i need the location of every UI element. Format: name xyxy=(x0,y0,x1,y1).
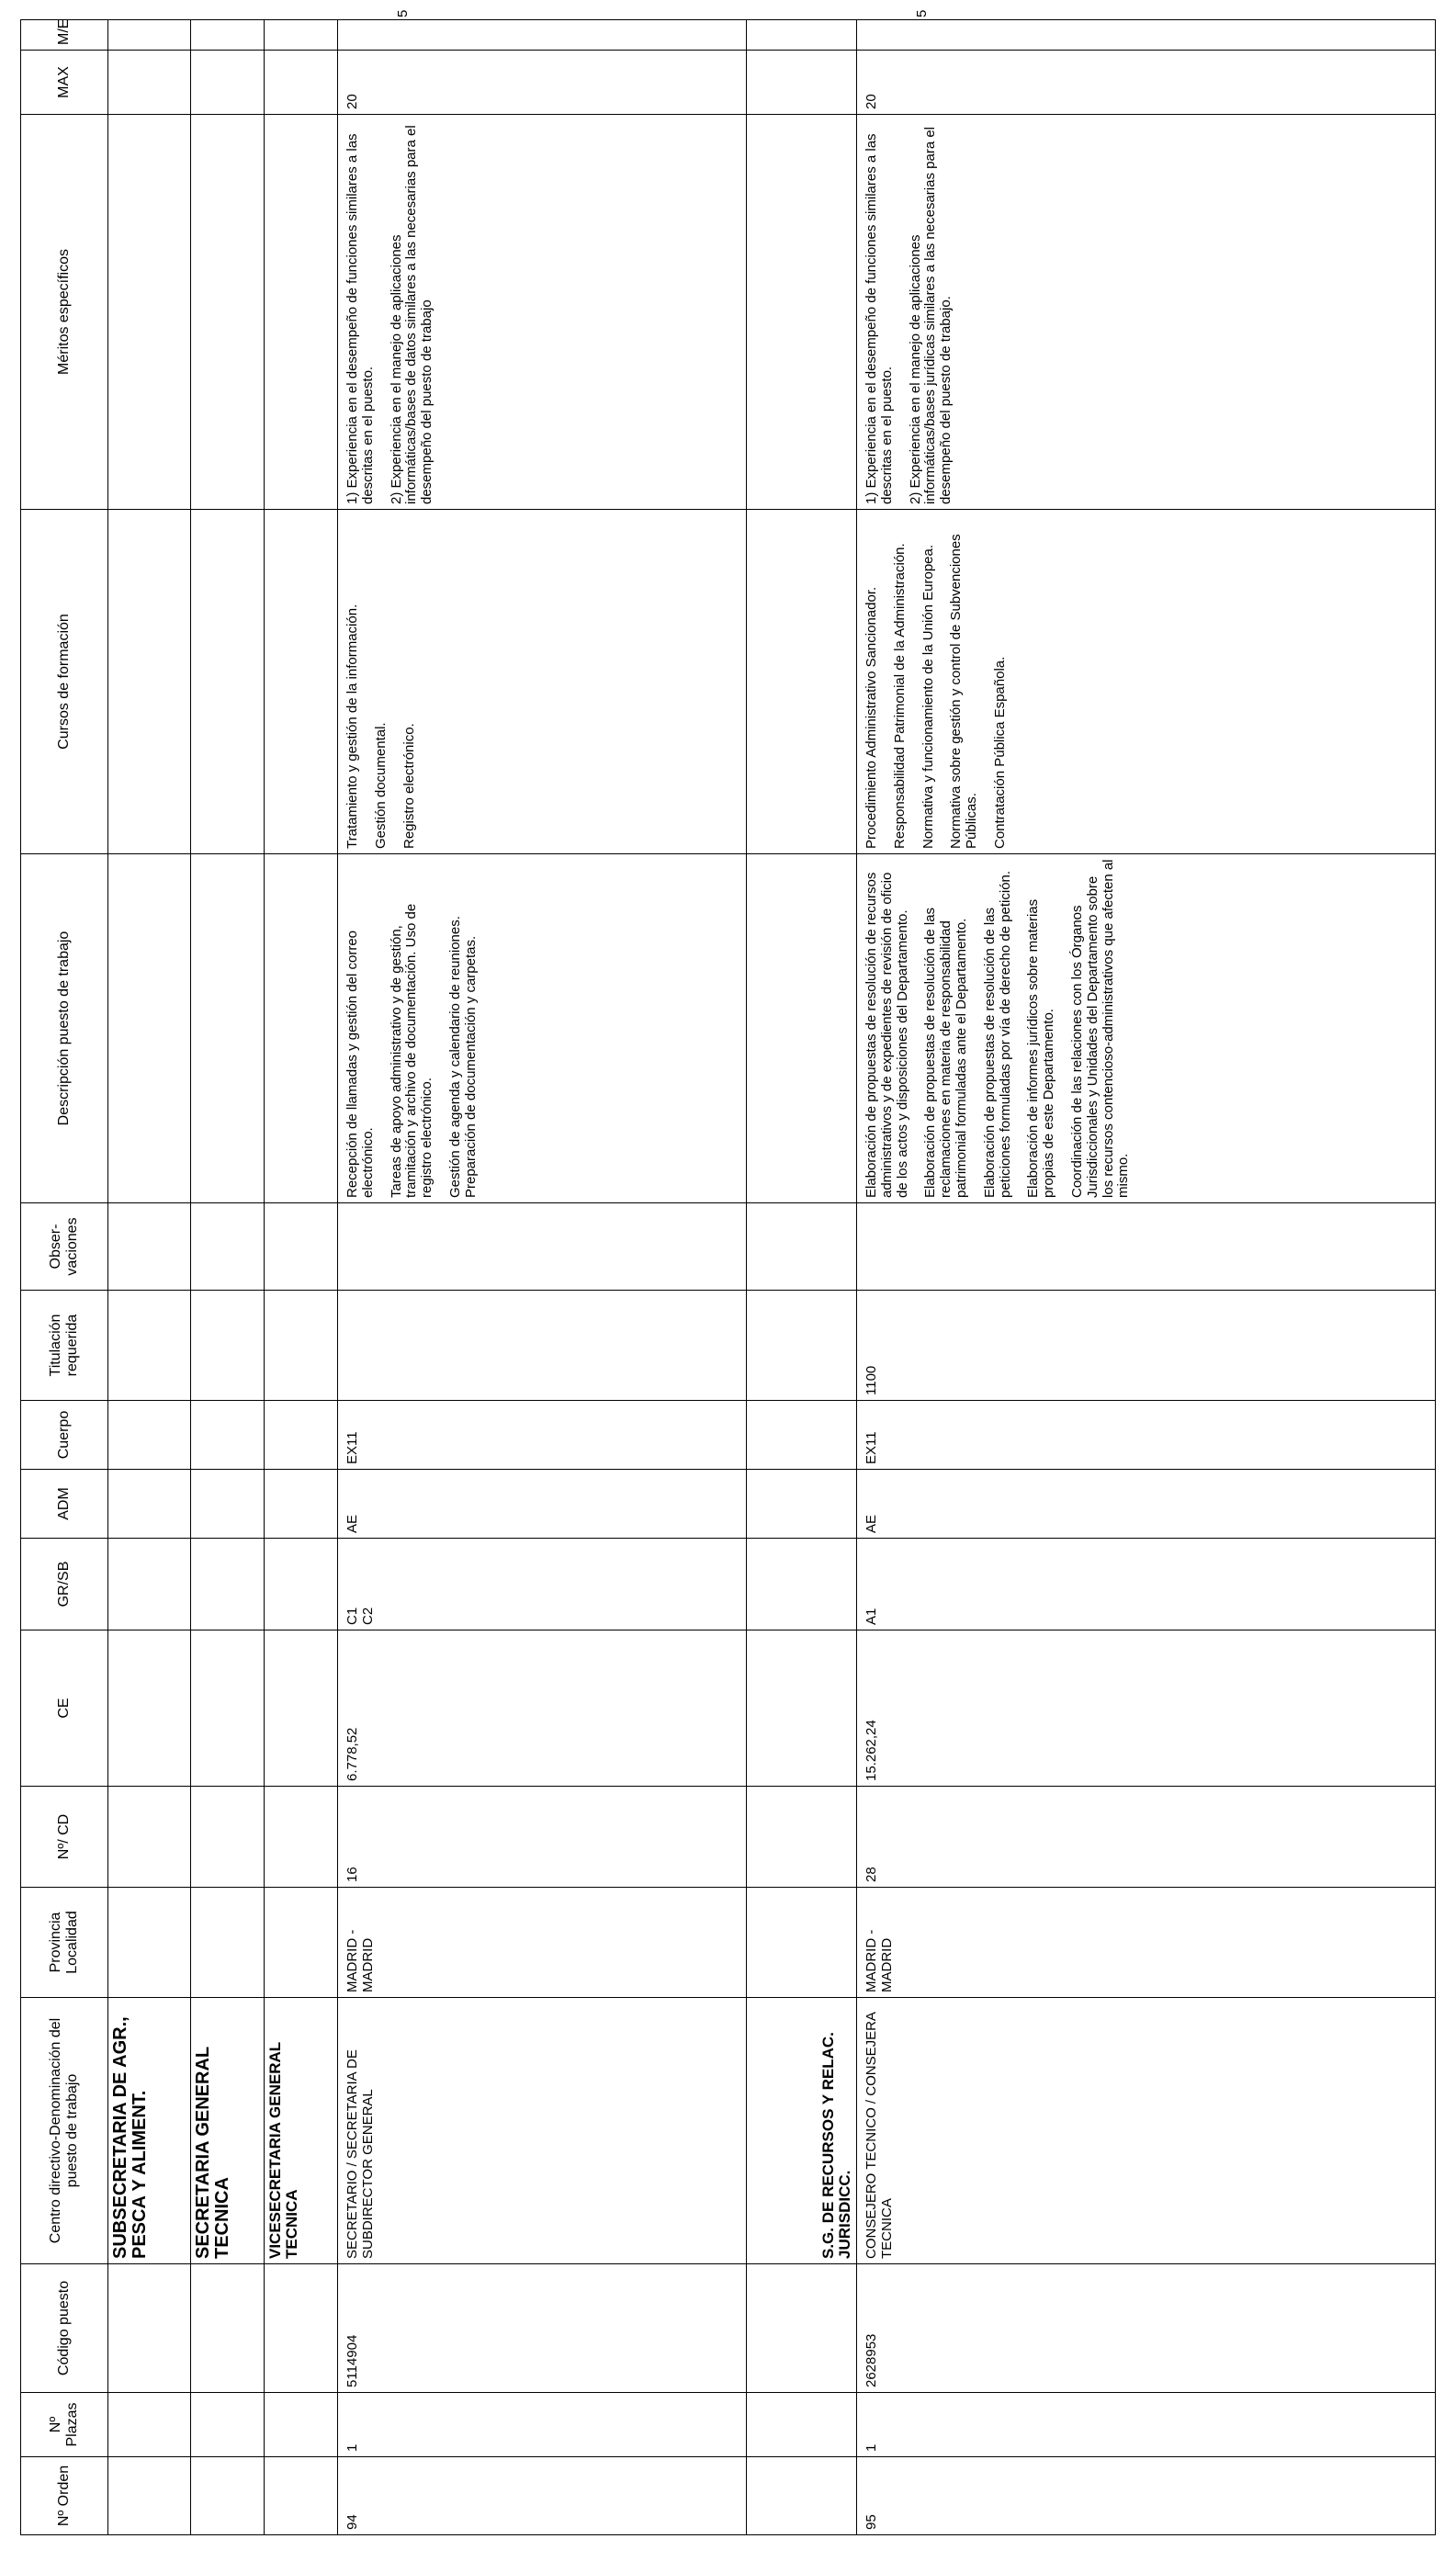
ce-cell: 6.778,52 xyxy=(338,1630,747,1787)
titulacion-cell: 1100 xyxy=(857,1291,1436,1401)
section-row xyxy=(265,20,338,2535)
merito-item: 2) Experiencia en el manejo de aplicaciones informáticas/bases de datos similares a las necesarias para el desempeño del puesto de trabajo xyxy=(388,125,435,504)
section-title: S.G. DE RECURSOS Y RELAC. JURISDICC. xyxy=(747,1998,857,2264)
plazas-cell: 1 xyxy=(857,2393,1436,2457)
header-cuerpo: Cuerpo xyxy=(21,1401,108,1470)
header-nivel: Nº/ CD xyxy=(21,1787,108,1888)
header-grsb: GR/SB xyxy=(21,1539,108,1630)
descripcion-paragraph: Elaboración de propuestas de resolución de las reclamaciones en materia de responsabilidad patrimonial formuladas ante el Departamento. xyxy=(922,907,969,1198)
denominacion-cell: SECRETARIO / SECRETARIA DE SUBDIRECTOR GENERAL xyxy=(338,1998,747,2264)
descripcion-paragraph: Elaboración de informes jurídicos sobre materias propias de este Departamento. xyxy=(1025,898,1057,1198)
header-row xyxy=(21,20,108,2535)
header-ce: CE xyxy=(21,1630,108,1787)
header-observaciones: Obser-vaciones xyxy=(21,1203,108,1291)
denominacion-cell: CONSEJERO TECNICO / CONSEJERA TECNICA xyxy=(857,1998,1436,2264)
header-cursos: Cursos de formación xyxy=(21,510,108,854)
max-cell xyxy=(338,9,747,115)
curso-item: Normativa y funcionamiento de la Unión Europea. xyxy=(920,544,936,849)
meritos-cell xyxy=(857,115,1436,510)
puestos-table xyxy=(20,9,1436,2535)
grsb-cell xyxy=(338,1539,747,1630)
table-row xyxy=(338,20,747,2535)
titulacion-cell xyxy=(338,1291,747,1401)
curso-item: Contratación Pública Española. xyxy=(991,656,1008,849)
section-title: VICESECRETARIA GENERAL TECNICA xyxy=(265,1998,338,2264)
cuerpo-cell: EX11 xyxy=(857,1401,1436,1470)
descripcion-paragraph: Coordinación de las relaciones con los Órganos Jurisdiccionales y Unidades del Departamento sobre los recursos contencioso-administrativos que afecten al mismo. xyxy=(1068,859,1132,1198)
merito-item: 1) Experiencia en el desempeño de funciones similares a las descritas en el puesto. xyxy=(344,133,376,504)
header-provincia: Provincia Localidad xyxy=(21,1888,108,1998)
adm-cell: AE xyxy=(857,1470,1436,1539)
orden-cell: 94 xyxy=(338,2457,747,2535)
table-row xyxy=(857,20,1436,2535)
grsb-cell xyxy=(857,1539,1436,1630)
max-cell xyxy=(857,9,1436,115)
header-meritos: Méritos específicos xyxy=(21,115,108,510)
section-title: SECRETARIA GENERAL TECNICA xyxy=(191,1998,265,2264)
max-value: 20 xyxy=(344,94,360,109)
section-row xyxy=(191,20,265,2535)
provincia-cell: MADRID - MADRID xyxy=(857,1888,1436,1998)
codigo-cell: 5114904 xyxy=(338,2264,747,2393)
cuerpo-cell: EX11 xyxy=(338,1401,747,1470)
curso-item: Procedimiento Administrativo Sancionador. xyxy=(863,586,879,849)
merito-item: 2) Experiencia en el manejo de aplicaciones informáticas/bases jurídicas similares a las necesarias para el desempeño del puesto de trabajo. xyxy=(907,126,954,504)
descripcion-cell xyxy=(338,854,747,1203)
section-title: SUBSECRETARIA DE AGR., PESCA Y ALIMENT. xyxy=(108,1998,191,2264)
descripcion-paragraph: Gestión de agenda y calendario de reuniones. Preparación de documentación y carpetas. xyxy=(446,916,479,1198)
header-codigo: Código puesto xyxy=(21,2264,108,2393)
header-me: M/E xyxy=(21,20,108,51)
codigo-cell: 2628953 xyxy=(857,2264,1436,2393)
header-titulacion: Titulación requerida xyxy=(21,1291,108,1401)
curso-item: Gestión documental. xyxy=(372,722,389,849)
descripcion-cell xyxy=(857,854,1436,1203)
grupo-value: A1 xyxy=(863,1608,879,1625)
section-row xyxy=(108,20,191,2535)
nivel-cell: 28 xyxy=(857,1787,1436,1888)
max-value: 5 xyxy=(394,9,411,17)
ce-cell: 15.262,24 xyxy=(857,1630,1436,1787)
descripcion-paragraph: Elaboración de propuestas de resolución de recursos administrativos y de expedientes de revisión de oficio de los actos y disposiciones del Departamento. xyxy=(863,872,910,1198)
meritos-cell xyxy=(338,115,747,510)
header-max: MAX xyxy=(21,51,108,115)
descripcion-paragraph: Elaboración de propuestas de resolución de las peticiones formuladas por vía de derecho de petición. xyxy=(981,870,1013,1198)
header-adm: ADM xyxy=(21,1470,108,1539)
observaciones-cell xyxy=(857,1203,1436,1291)
header-orden: Nº Orden xyxy=(21,2457,108,2535)
header-plazas: Nº Plazas xyxy=(21,2393,108,2457)
header-descripcion: Descripción puesto de trabajo xyxy=(21,854,108,1203)
observaciones-cell xyxy=(338,1203,747,1291)
descripcion-paragraph: Tareas de apoyo administrativo y de gestión, tramitación y archivo de documentación. Uso de registro electrónico. xyxy=(388,903,435,1198)
curso-item: Tratamiento y gestión de la información. xyxy=(344,604,360,849)
max-value: 20 xyxy=(863,94,879,109)
provincia-cell: MADRID - MADRID xyxy=(338,1888,747,1998)
me-cell xyxy=(857,20,1436,51)
section-row xyxy=(747,20,857,2535)
grupo-value: C2 xyxy=(359,1607,376,1625)
me-cell xyxy=(338,20,747,51)
grupo-value: C1 xyxy=(344,1607,360,1625)
descripcion-paragraph: Recepción de llamadas y gestión del correo electrónico. xyxy=(344,931,376,1198)
max-value: 5 xyxy=(913,9,930,17)
plazas-cell: 1 xyxy=(338,2393,747,2457)
adm-cell: AE xyxy=(338,1470,747,1539)
curso-item: Responsabilidad Patrimonial de la Administración. xyxy=(891,543,908,849)
merito-item: 1) Experiencia en el desempeño de funciones similares a las descritas en el puesto. xyxy=(863,133,895,504)
cursos-cell xyxy=(857,510,1436,854)
curso-item: Registro electrónico. xyxy=(401,723,417,849)
cursos-cell xyxy=(338,510,747,854)
orden-cell: 95 xyxy=(857,2457,1436,2535)
nivel-cell: 16 xyxy=(338,1787,747,1888)
curso-item: Normativa sobre gestión y control de Subvenciones Públicas. xyxy=(948,534,980,849)
header-centro: Centro directivo-Denominación del puesto de trabajo xyxy=(21,1998,108,2264)
